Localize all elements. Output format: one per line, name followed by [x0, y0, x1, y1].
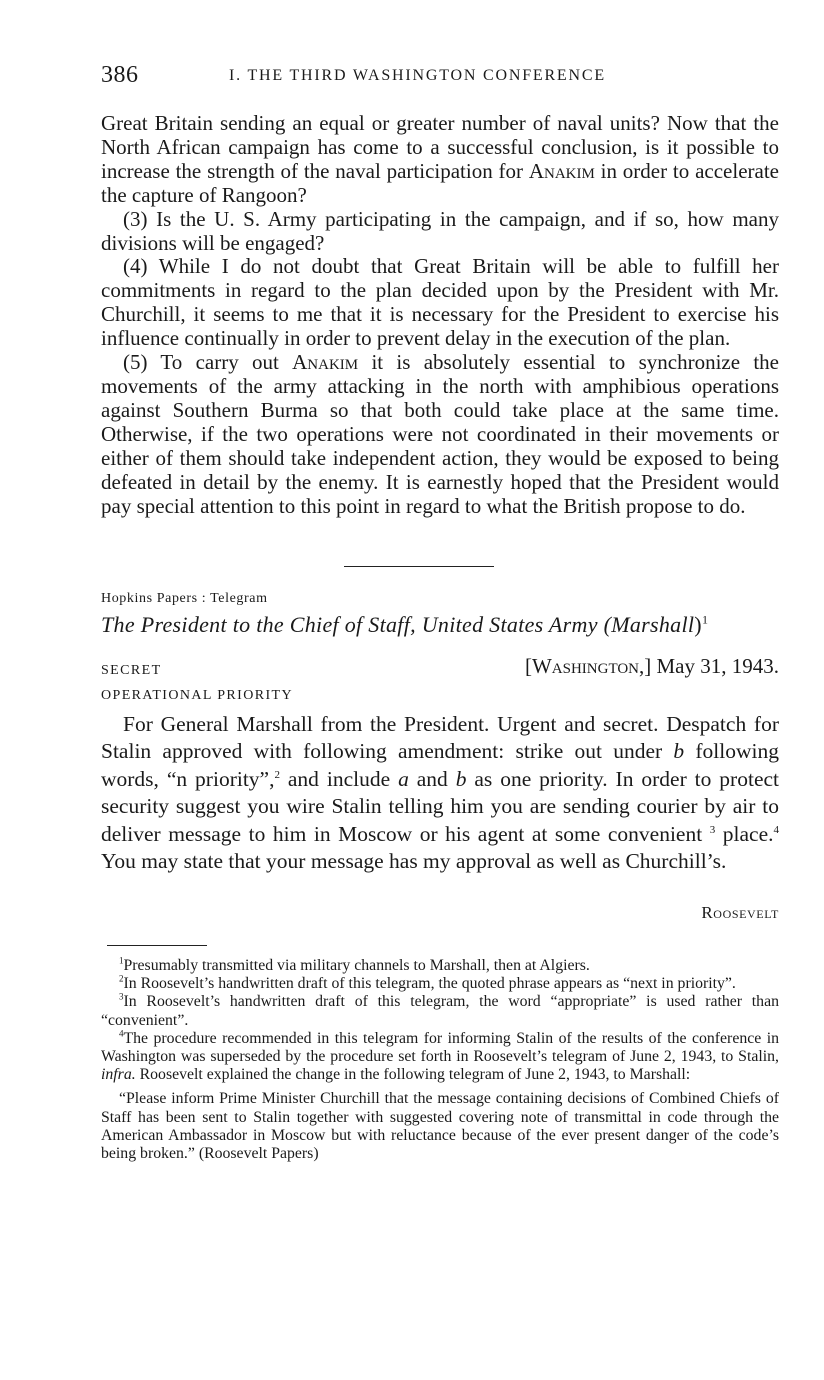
running-head: I. THE THIRD WASHINGTON CONFERENCE	[229, 67, 606, 84]
paragraph: Great Britain sending an equal or greater number of naval units? Now that the North African campaign has come to a successful conclusion, is it possible to increase the strength of the naval participation for Anakim in order to accelerate the capture of Rangoon?	[101, 111, 779, 207]
page-number: 386	[101, 62, 139, 88]
footnote: $^1$Presumably transmitted via military channels to Marshall, then at Algiers.	[119, 955, 590, 974]
document-source: Hopkins Papers : Telegram	[101, 591, 268, 606]
footnote-ref: 3	[709, 823, 716, 836]
section-divider	[344, 566, 494, 567]
paragraph: (3) Is the U. S. Army participating in the campaign, and if so, how many divisions will be engaged?	[101, 206, 779, 255]
classification-label: SECRET	[101, 663, 162, 678]
document-title: The President to the Chief of Staff, United States Army (Marshall)$^1$	[101, 612, 709, 637]
footnote-rule	[107, 945, 207, 946]
footnotes	[101, 957, 779, 1163]
footnote: $^3$In Roosevelt’s handwritten draft of this telegram, the word “appropriate” is used rather than “convenient”.	[101, 992, 779, 1029]
paragraph: (5) To carry out Anakim it is absolutely essential to synchronize the movements of the army attacking in the north with amphibious operations against Southern Burma so that both could take place at the same time. Otherwise, if the two operations were not coordinated in their movements or either of them should take independent action, they would be exposed to being defeated in detail by the enemy. It is earnestly hoped that the President would pay special attention to this point in regard to what the British propose to do.	[101, 350, 779, 518]
paragraph: For General Marshall from the President. Urgent and secret. Despatch for Stalin approved with following amendment: strike out under b following words, “n priority”,$^2$ and include a and b as one priority. In order to protect security suggest you wire Stalin telling him you are sending courier by air to deliver message to him in Moscow or his agent at some convenient $^3$ place.$^4$ You may state that your message has my approval as well as Churchill’s.	[101, 712, 779, 874]
paragraph: (4) While I do not doubt that Great Britain will be able to fulfill her commitments in regard to the plan decided upon by the President with Mr. Churchill, it seems to me that it is necessary for the President to exercise his influence continually in order to prevent delay in the execution of the plan.	[101, 254, 779, 351]
footnote-ref: 2	[274, 768, 280, 781]
continued-text	[101, 112, 779, 518]
footnote-ref: 1	[701, 612, 709, 627]
signature: Roosevelt	[701, 903, 779, 922]
footnote: $^4$The procedure recommended in this telegram for informing Stalin of the results of the conference in Washington was superseded by the procedure set forth in Roosevelt’s telegram of June 2, 1943, to Stalin, infra. Roosevelt explained the change in the following telegram of June 2, 1943, to Marshall:	[101, 1028, 779, 1084]
page-header	[101, 62, 779, 92]
priority-label: OPERATIONAL PRIORITY	[101, 688, 293, 703]
dateline: [Washington,] May 31, 1943.	[524, 654, 779, 678]
footnote-ref: 4	[773, 823, 779, 836]
footnote: $^2$In Roosevelt’s handwritten draft of this telegram, the quoted phrase appears as “next in priority”.	[119, 973, 736, 993]
telegram-body	[101, 711, 779, 875]
footnote-quote: “Please inform Prime Minister Churchill that the message containing decisions of Combined Chiefs of Staff has been sent to Stalin together with suggested covering note of transmittal in code through the American Ambassador in Moscow but with reluctance because of the ever present danger of the code’s being broken.” (Roosevelt Papers)	[101, 1090, 779, 1163]
